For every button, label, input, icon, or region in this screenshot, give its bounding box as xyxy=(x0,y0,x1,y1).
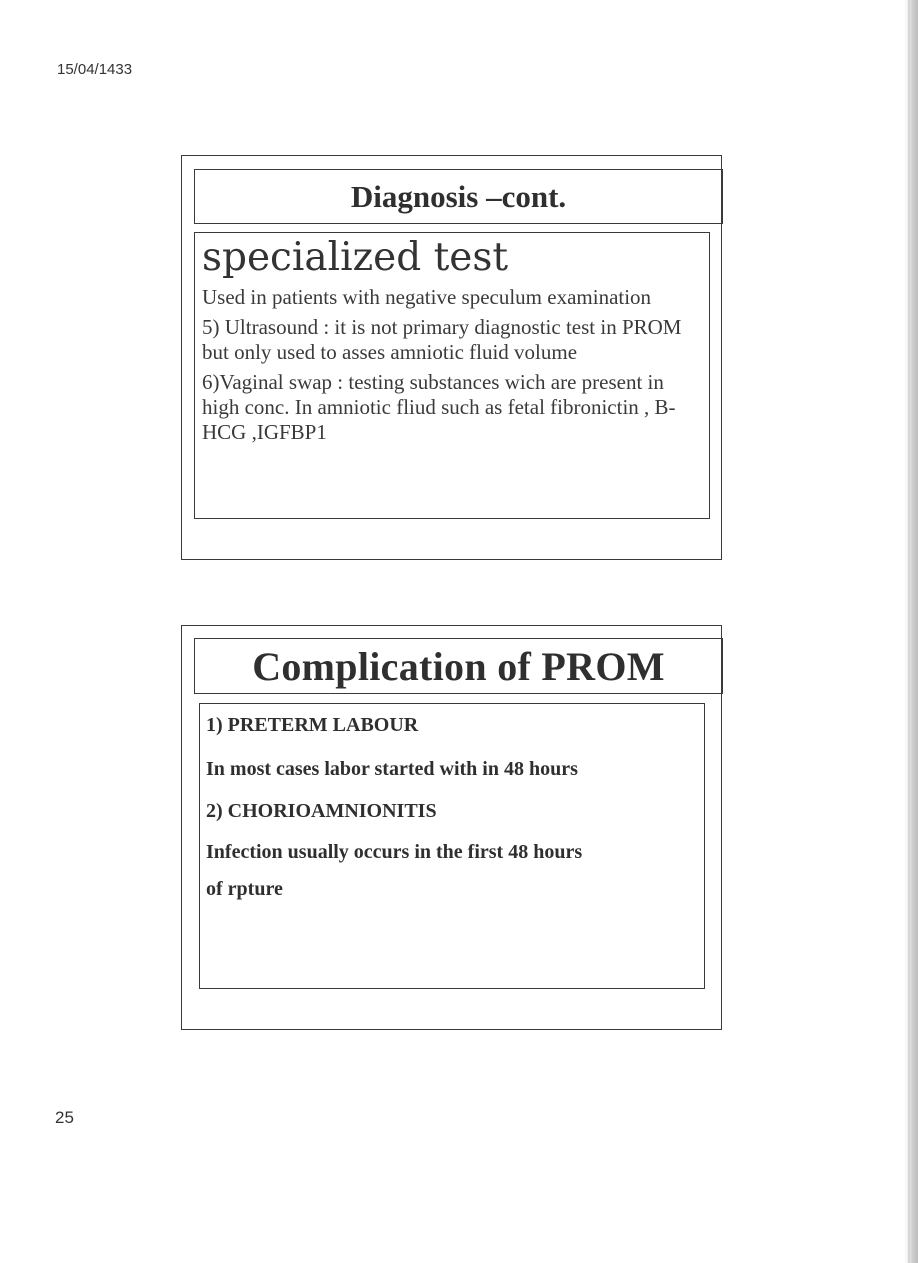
slide-paragraph: 5) Ultrasound : it is not primary diagnostic test in PROM but only used to asses amniotic fluid volume xyxy=(202,315,682,364)
slide-title-box xyxy=(194,169,723,224)
scan-edge xyxy=(904,0,918,1263)
slide-title: Complication of PROM xyxy=(252,643,665,689)
slide-line: 1) PRETERM LABOUR xyxy=(206,714,419,736)
slide-line: of rpture xyxy=(206,878,283,900)
page-date: 15/04/1433 xyxy=(57,61,133,78)
slide-content-box xyxy=(199,703,705,989)
slide-title-box xyxy=(194,638,723,694)
slide-line: 2) CHORIOAMNIONITIS xyxy=(206,800,437,822)
slide-complication xyxy=(181,625,722,1030)
slide-paragraph: 6)Vaginal swap : testing substances wich are present in high conc. In amniotic fliud such as fetal fibronictin , B-HCG ,IGFBP1 xyxy=(202,370,676,444)
page-number: 25 xyxy=(55,1108,74,1127)
slide-line: Infection usually occurs in the first 48 hours xyxy=(206,841,583,863)
slide-heading: specialized test xyxy=(202,235,509,280)
slide-content-box xyxy=(194,232,710,519)
slide-diagnosis xyxy=(181,155,722,560)
slide-line: In most cases labor started with in 48 hours xyxy=(206,758,578,780)
slide-title: Diagnosis –cont. xyxy=(350,178,567,214)
slide-paragraph: Used in patients with negative speculum examination xyxy=(202,285,652,309)
